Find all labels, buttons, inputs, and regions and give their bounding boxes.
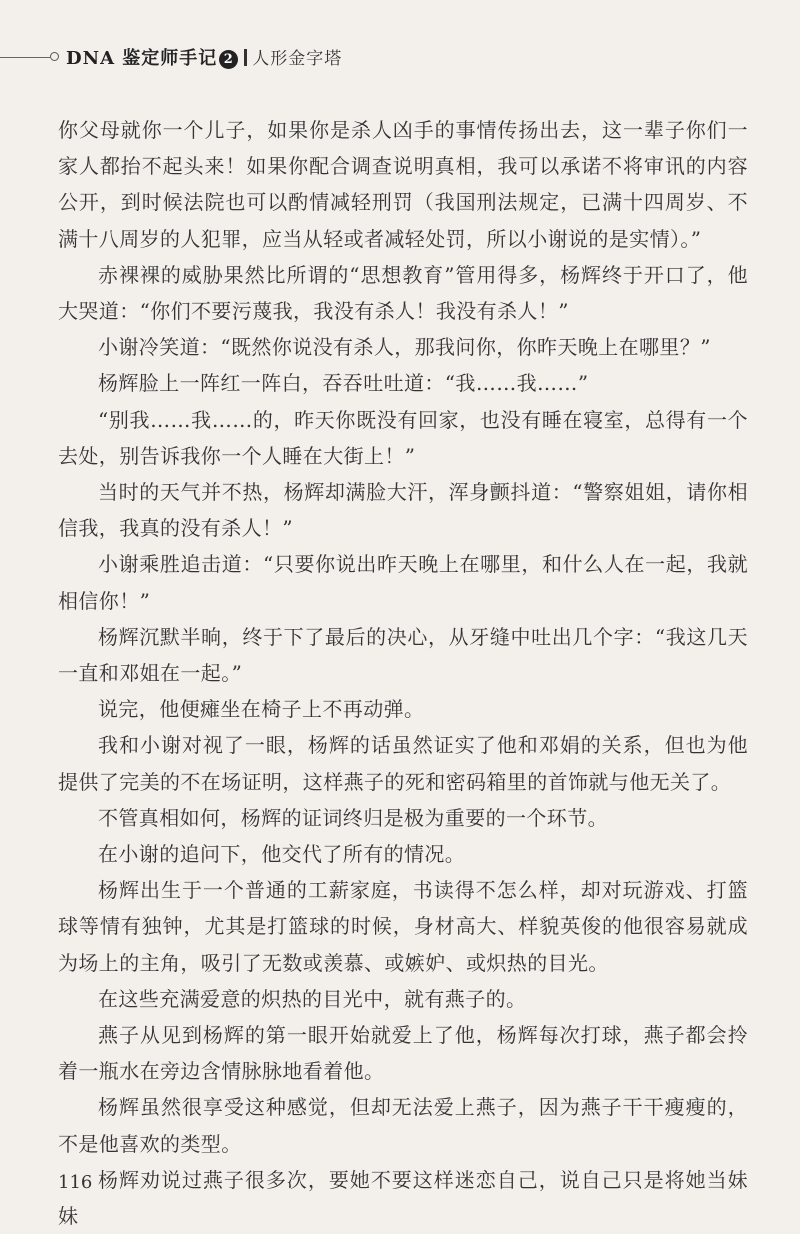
paragraph: 杨辉脸上一阵红一阵白，吞吞吐吐道：“我……我……” xyxy=(98,371,589,396)
volume-number-badge: 2 xyxy=(219,50,238,69)
book-title: DNA 鉴定师手记 xyxy=(66,48,218,69)
paragraph: 当时的天气并不热，杨辉却满脸大汗，浑身颤抖道：“警察姐姐，请你相信我，我真的没有杀人！” xyxy=(58,480,748,541)
paragraph: “别我……我……的，昨天你既没有回家，也没有睡在寝室，总得有一个去处，别告诉我你一个人睡在大街上！” xyxy=(58,407,748,468)
paragraph: 你父母就你一个儿子，如果你是杀人凶手的事情传扬出去，这一辈子你们一家人都抬不起头来！如果你配合调查说明真相，我可以承诺不将审讯的内容公开，到时候法院也可以酌情减轻刑罚（我国刑法规定，已满十四周岁、不满十八周岁的人犯罪，应当从轻或者减轻处罚，所以小谢说的是实情）。” xyxy=(58,118,748,251)
header-text xyxy=(66,44,342,70)
paragraph: 杨辉沉默半晌，终于下了最后的决心，从牙缝中吐出几个字：“我这几天一直和邓姐在一起。” xyxy=(58,624,748,686)
paragraph: 杨辉出生于一个普通的工薪家庭，书读得不怎么样，却对玩游戏、打篮球等情有独钟，尤其是打篮球的时候，身材高大、样貌英俊的他很容易就成为场上的主角，吸引了无数或羡慕、或嫉妒、或炽热的目光。 xyxy=(58,878,748,975)
header-ornament-icon xyxy=(50,52,59,61)
book-subtitle: 人形金字塔 xyxy=(252,49,343,69)
paragraph: 赤裸裸的威胁果然比所谓的“思想教育”管用得多，杨辉终于开口了，他大哭道：“你们不要污蔑我，我没有杀人！我没有杀人！” xyxy=(58,262,748,324)
paragraph: 在小谢的追问下，他交代了所有的情况。 xyxy=(98,842,466,867)
paragraph: 小谢乘胜追击道：“只要你说出昨天晚上在哪里，和什么人在一起，我就相信你！” xyxy=(58,552,748,613)
running-header xyxy=(0,40,800,74)
header-separator xyxy=(244,49,247,66)
paragraph: 不管真相如何，杨辉的证词终归是极为重要的一个环节。 xyxy=(98,805,608,830)
paragraph: 我和小谢对视了一眼，杨辉的话虽然证实了他和邓娟的关系，但也为他提供了完美的不在场证明，这样燕子的死和密码箱里的首饰就与他无关了。 xyxy=(58,733,748,794)
page-number: 116 xyxy=(58,1172,93,1193)
paragraph: 杨辉劝说过燕子很多次，要她不要这样迷恋自己，说自己只是将她当妹妹 xyxy=(58,1167,748,1229)
paragraph: 杨辉虽然很享受这种感觉，但却无法爱上燕子，因为燕子干干瘦瘦的，不是他喜欢的类型。 xyxy=(58,1095,748,1156)
page-body xyxy=(58,112,748,1234)
header-rule xyxy=(0,57,50,58)
paragraph: 燕子从见到杨辉的第一眼开始就爱上了他，杨辉每次打球，燕子都会拎着一瓶水在旁边含情脉脉地看着他。 xyxy=(58,1023,748,1084)
paragraph: 在这些充满爱意的炽热的目光中，就有燕子的。 xyxy=(98,986,527,1011)
paragraph: 说完，他便瘫坐在椅子上不再动弹。 xyxy=(98,697,425,722)
paragraph: 小谢冷笑道：“既然你说没有杀人，那我问你，你昨天晚上在哪里？” xyxy=(98,335,711,360)
